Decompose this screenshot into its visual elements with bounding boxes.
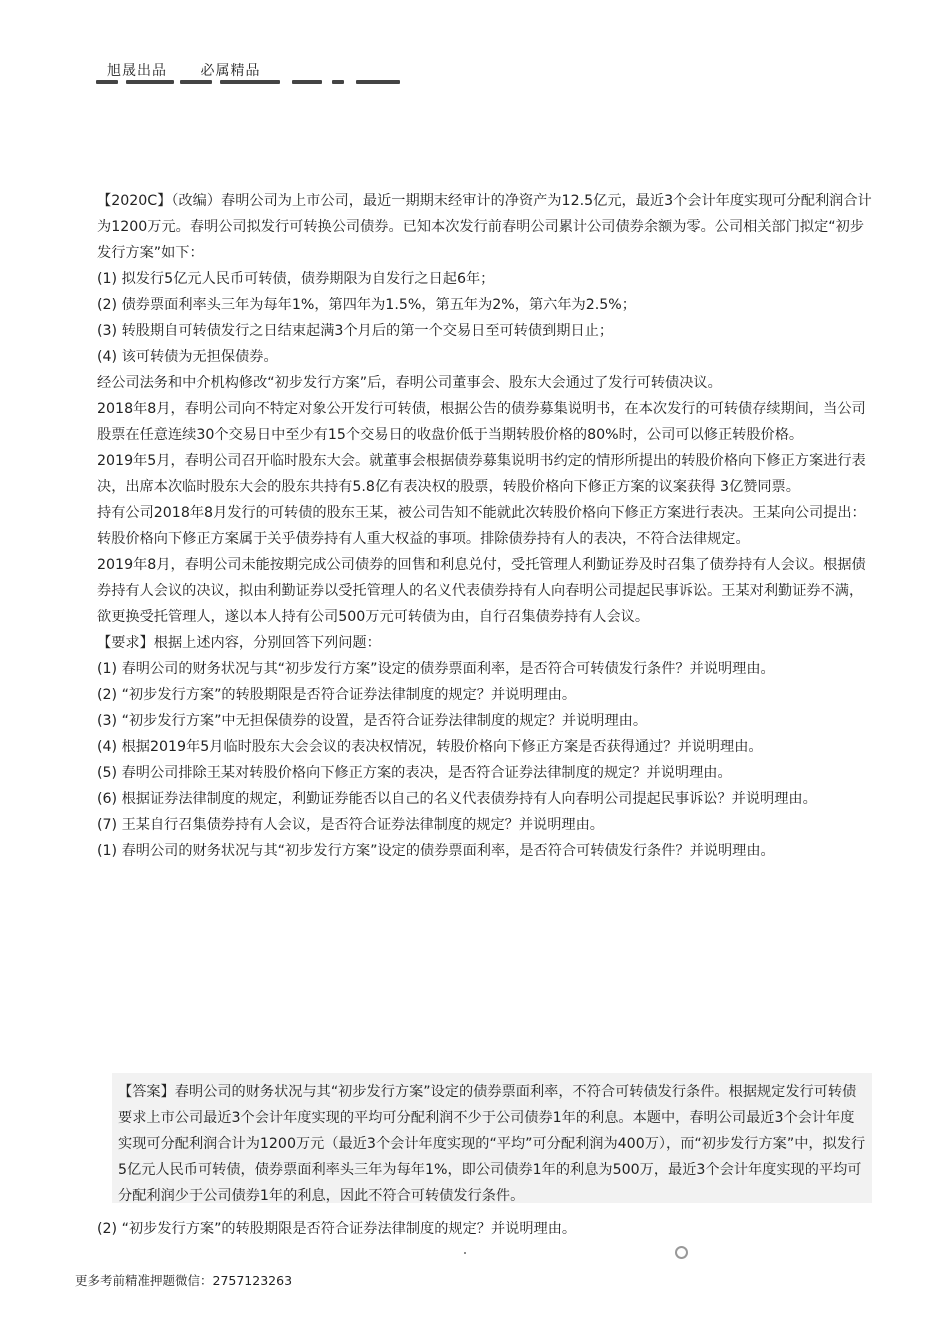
header-left-text: 旭晟出品 xyxy=(107,63,167,79)
requirement-item: (4) 根据2019年5月临时股东大会会议的表决权情况，转股价格向下修正方案是否获得通过？并说明理由。 xyxy=(97,739,763,755)
header-right-text: 必属精品 xyxy=(200,63,261,79)
cropped-text-line xyxy=(96,80,416,87)
plan-item: (1) 拟发行5亿元人民币可转债，债券期限为自发行之日起6年； xyxy=(97,271,495,287)
paragraph: 2019年5月，春明公司召开临时股东大会。就董事会根据债券募集说明书约定的情形所提出的转股价格向下修正方案进行表决，出席本次临时股东大会的股东共持有5.8亿有表决权的股票，转股价格向下修正方案的议案获得 3亿赞同票。 xyxy=(97,453,866,495)
question-intro: 【2020C】（改编）春明公司为上市公司，最近一期期末经审计的净资产为12.5亿元，最近3个会计年度实现可分配利润合计为1200万元。春明公司拟发行可转换公司债券。已知本次发行前春明公司累计公司债券余额为零。公司相关部门拟定“初步发行方案”如下： xyxy=(97,193,872,261)
stray-dot xyxy=(464,1252,466,1254)
stray-ring-mark xyxy=(675,1246,688,1259)
repeated-question-1: (1) 春明公司的财务状况与其“初步发行方案”设定的债券票面利率，是否符合可转债发行条件？并说明理由。 xyxy=(97,843,775,859)
requirement-item: (1) 春明公司的财务状况与其“初步发行方案”设定的债券票面利率，是否符合可转债发行条件？并说明理由。 xyxy=(97,661,775,677)
paragraph: 经公司法务和中介机构修改“初步发行方案”后，春明公司董事会、股东大会通过了发行可转债决议。 xyxy=(97,375,722,391)
requirement-item: (7) 王某自行召集债券持有人会议，是否符合证券法律制度的规定？并说明理由。 xyxy=(97,817,604,833)
plan-item: (3) 转股期自可转债发行之日结束起满3个月后的第一个交易日至可转债到期日止； xyxy=(97,323,614,339)
answer-box xyxy=(112,1073,872,1203)
plan-item: (4) 该可转债为无担保债券。 xyxy=(97,349,278,365)
next-question: (2) “初步发行方案”的转股期限是否符合证券法律制度的规定？并说明理由。 xyxy=(97,1221,577,1237)
plan-item: (2) 债券票面利率头三年为每年1%，第四年为1.5%，第五年为2%，第六年为2.5%； xyxy=(97,297,636,313)
requirement-title: 【要求】根据上述内容，分别回答下列问题： xyxy=(97,635,381,651)
paragraph: 2019年8月，春明公司未能按期完成公司债券的回售和利息兑付，受托管理人利勤证券及时召集了债券持有人会议。根据债券持有人会议的决议，拟由利勤证券以受托管理人的名义代表债券持有人向春明公司提起民事诉讼。王某对利勤证券不满，欲更换受托管理人，遂以本人持有公司500万元可转债为由，自行召集债券持有人会议。 xyxy=(97,557,866,625)
paragraph: 持有公司2018年8月发行的可转债的股东王某，被公司告知不能就此次转股价格向下修正方案进行表决。王某向公司提出：转股价格向下修正方案属于关乎债券持有人重大权益的事项。排除债券持有人的表决，不符合法律规定。 xyxy=(97,505,866,547)
requirement-item: (3) “初步发行方案”中无担保债券的设置，是否符合证券法律制度的规定？并说明理由。 xyxy=(97,713,648,729)
paragraph: 2018年8月，春明公司向不特定对象公开发行可转债，根据公告的债券募集说明书，在本次发行的可转债存续期间，当公司股票在任意连续30个交易日中至少有15个交易日的收盘价低于当期转股价格的80%时，公司可以修正转股价格。 xyxy=(97,401,866,443)
requirement-item: (5) 春明公司排除王某对转股价格向下修正方案的表决，是否符合证券法律制度的规定？并说明理由。 xyxy=(97,765,732,781)
page-header xyxy=(107,60,260,80)
requirement-item: (6) 根据证券法律制度的规定，利勤证券能否以自己的名义代表债券持有人向春明公司提起民事诉讼？并说明理由。 xyxy=(97,791,817,807)
page-footer: 更多考前精准押题微信：2757123263 xyxy=(75,1273,293,1288)
requirement-item: (2) “初步发行方案”的转股期限是否符合证券法律制度的规定？并说明理由。 xyxy=(97,687,577,703)
answer-text: 【答案】春明公司的财务状况与其“初步发行方案”设定的债券票面利率，不符合可转债发行条件。根据规定发行可转债要求上市公司最近3个会计年度实现的平均可分配利润不少于公司债券1年的利息。本题中，春明公司最近3个会计年度实现可分配利润合计为1200万元（最近3个会计年度实现的“平均”可分配利润为400万），而“初步发行方案”中，拟发行5亿元人民币可转债，债券票面利率头三年为每年1%，即公司债券1年的利息为500万，最近3个会计年度实现的平均可分配利润少于公司债券1年的利息，因此不符合可转债发行条件。 xyxy=(118,1084,866,1203)
question-body xyxy=(97,188,872,864)
